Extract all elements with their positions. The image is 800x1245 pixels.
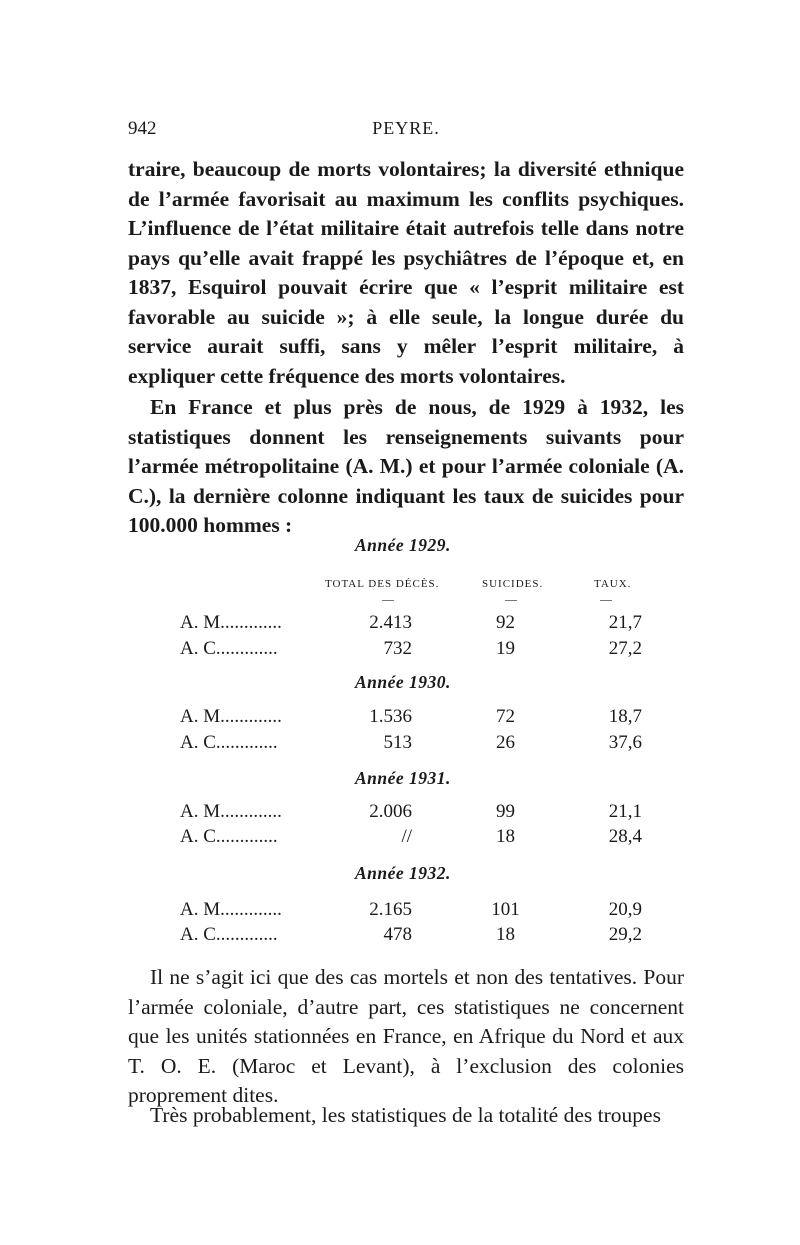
paragraph-3: Il ne s’agit ici que des cas mortels et non des tentatives. Pour l’armée coloniale, d’autre part, ces statistiques ne concernent que les unités stationnées en France, en Afrique du Nord et aux T. O. E. (Maroc et Levant), à l’exclusion des colonies proprement dites. — [128, 965, 684, 1107]
cell-suicides: 101 — [491, 899, 520, 920]
cell-suicides: 18 — [496, 826, 515, 847]
cell-suicides: 92 — [496, 612, 515, 633]
cell-deaths: 732 — [383, 638, 412, 659]
cell-deaths: 2.413 — [369, 612, 412, 633]
cell-rate: 20,9 — [608, 899, 642, 920]
column-header-deaths: TOTAL DES DÉCÈS. — [325, 578, 440, 590]
column-header-rate: TAUX. — [594, 578, 632, 590]
cell-suicides: 99 — [496, 801, 515, 822]
cell-deaths: 2.006 — [369, 801, 412, 822]
cell-deaths: 1.536 — [369, 706, 412, 727]
cell-suicides: 72 — [496, 706, 515, 727]
column-header-suicides: SUICIDES. — [482, 578, 544, 590]
cell-deaths: // — [401, 826, 412, 847]
cell-deaths: 2.165 — [369, 899, 412, 920]
year-heading-1929: Année 1929. — [355, 535, 451, 555]
page-number: 942 — [128, 118, 157, 139]
column-dash: — — [505, 592, 517, 606]
year-heading-1932: Année 1932. — [355, 863, 451, 883]
paragraph-1: traire, beaucoup de morts volontaires; la diversité ethnique de l’armée favorisait au maximum les conflits psychiques. L’influence de l’état militaire était autrefois telle dans notre pays qu’elle avait frappé les psychiâtres de l’époque et, en 1837, Esquirol pouvait écrire que « l’esprit militaire est favorable au suicide »; à elle seule, la longue durée du service aurait suffi, sans y mêler l’esprit militaire, à expliquer cette fréquence des morts volontaires. — [128, 157, 684, 388]
cell-rate: 37,6 — [608, 732, 642, 753]
cell-suicides: 26 — [496, 732, 515, 753]
row-label-am: A. M............. — [180, 706, 282, 727]
year-heading-1931: Année 1931. — [355, 768, 451, 788]
page-header — [128, 118, 684, 144]
column-dash: — — [382, 592, 394, 606]
cell-rate: 21,7 — [608, 612, 642, 633]
column-dash: — — [600, 592, 612, 606]
cell-rate: 28,4 — [608, 826, 642, 847]
row-label-ac: A. C............. — [180, 924, 278, 945]
row-label-am: A. M............. — [180, 801, 282, 822]
paragraph-2: En France et plus près de nous, de 1929 à 1932, les statistiques donnent les renseignements suivants pour l’armée métropolitaine (A. M.) et pour l’armée coloniale (A. C.), la dernière colonne indiquant les taux de suicides pour 100.000 hommes : — [128, 395, 684, 537]
cell-rate: 27,2 — [608, 638, 642, 659]
year-heading-1930: Année 1930. — [355, 672, 451, 692]
running-title: PEYRE. — [372, 118, 440, 138]
cell-rate: 21,1 — [608, 801, 642, 822]
row-label-ac: A. C............. — [180, 732, 278, 753]
cell-deaths: 478 — [383, 924, 412, 945]
cell-rate: 18,7 — [608, 706, 642, 727]
cell-rate: 29,2 — [608, 924, 642, 945]
cell-deaths: 513 — [383, 732, 412, 753]
row-label-am: A. M............. — [180, 612, 282, 633]
cell-suicides: 18 — [496, 924, 515, 945]
row-label-ac: A. C............. — [180, 638, 278, 659]
paragraph-4: Très probablement, les statistiques de la totalité des troupes — [150, 1103, 661, 1127]
row-label-am: A. M............. — [180, 899, 282, 920]
cell-suicides: 19 — [496, 638, 515, 659]
row-label-ac: A. C............. — [180, 826, 278, 847]
